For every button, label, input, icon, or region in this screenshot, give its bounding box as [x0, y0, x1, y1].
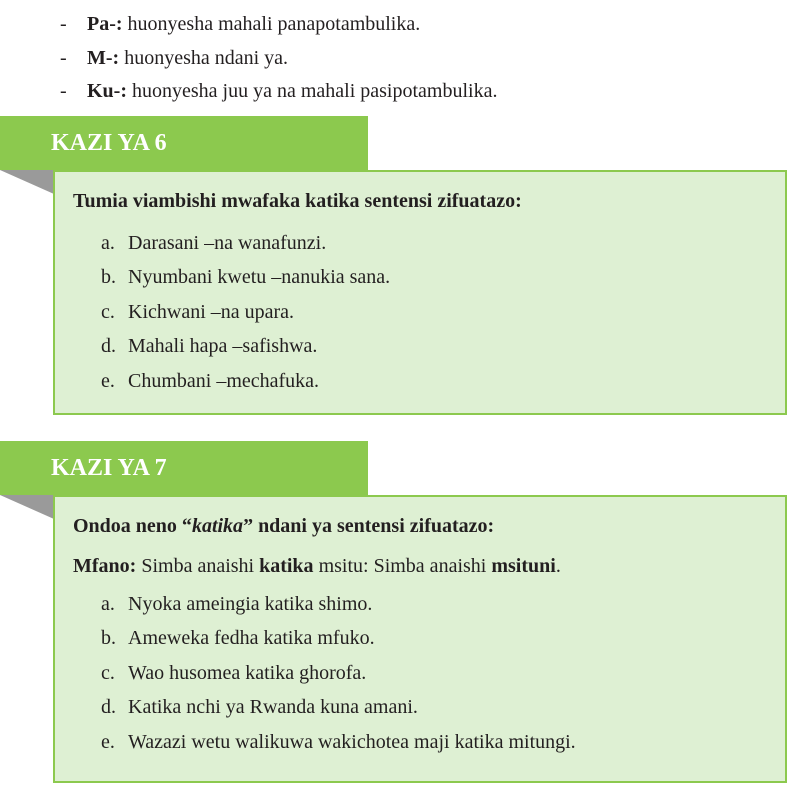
example-sentence: [55, 553, 785, 579]
example-text: .: [555, 555, 561, 577]
item-letter: b.: [101, 627, 116, 650]
example-text: Simba anaishi: [136, 555, 260, 577]
item-letter: c.: [101, 300, 115, 323]
exercise-box-7: [53, 495, 787, 783]
example-keyword: katika: [259, 555, 314, 577]
item-text: Nyumbani kwetu –nanukia sana.: [128, 266, 391, 289]
list-item: [101, 226, 785, 260]
item-letter: e.: [101, 369, 115, 392]
list-item: [101, 260, 785, 294]
item-letter: b.: [101, 266, 116, 289]
banner-fold: [0, 495, 54, 519]
prefix-term: Pa-:: [87, 13, 123, 35]
list-item: [60, 75, 497, 109]
item-text: Ameweka fedha katika mfuko.: [128, 627, 375, 650]
prefix-list: [60, 8, 497, 109]
example-answer: msituni: [491, 555, 556, 577]
item-text: Wao husomea katika ghorofa.: [128, 661, 367, 684]
instruction-text: Ondoa neno “: [73, 515, 192, 537]
list-item: [101, 690, 785, 724]
list-item: [101, 364, 785, 398]
prefix-description: huonyesha mahali panapotambulika.: [127, 13, 421, 35]
bullet-dash: -: [60, 46, 67, 69]
item-text: Mahali hapa –safishwa.: [128, 335, 318, 358]
exercise-banner-7: KAZI YA 7: [0, 441, 368, 495]
item-text: Darasani –na wanafunzi.: [128, 232, 327, 254]
list-item: [101, 587, 785, 621]
list-item: [101, 725, 785, 759]
list-item: [101, 329, 785, 363]
instruction-keyword: katika: [191, 515, 244, 537]
prefix-term: M-:: [87, 46, 120, 69]
list-item: [101, 295, 785, 329]
prefix-description: huonyesha ndani ya.: [124, 46, 289, 69]
exercise-banner-6: KAZI YA 6: [0, 116, 368, 170]
item-letter: d.: [101, 335, 116, 358]
exercise-items: [55, 226, 785, 398]
bullet-dash: -: [60, 80, 67, 102]
item-letter: c.: [101, 661, 115, 684]
item-text: Nyoka ameingia katika shimo.: [128, 593, 373, 615]
prefix-term: Ku-:: [87, 80, 127, 102]
list-item: [101, 621, 785, 655]
item-letter: a.: [101, 232, 115, 254]
item-letter: e.: [101, 730, 115, 753]
item-text: Kichwani –na upara.: [128, 300, 295, 323]
list-item: [60, 42, 497, 76]
bullet-dash: -: [60, 13, 67, 35]
list-item: [60, 8, 497, 42]
exercise-instruction: Tumia viambishi mwafaka katika sentensi zifuatazo:: [73, 190, 522, 212]
exercise-items: [55, 587, 785, 759]
list-item: [101, 656, 785, 690]
item-text: Chumbani –mechafuka.: [128, 369, 320, 392]
item-text: Wazazi wetu walikuwa wakichotea maji katika mitungi.: [128, 730, 576, 753]
item-letter: a.: [101, 593, 115, 615]
exercise-instruction: [55, 513, 785, 539]
exercise-box-6: [53, 170, 787, 415]
item-text: Katika nchi ya Rwanda kuna amani.: [128, 696, 418, 719]
example-text: msitu: Simba anaishi: [313, 555, 492, 577]
prefix-description: huonyesha juu ya na mahali pasipotambulika.: [132, 80, 498, 102]
item-letter: d.: [101, 696, 116, 719]
banner-fold: [0, 170, 54, 194]
instruction-text: ” ndani ya sentensi zifuatazo:: [243, 515, 495, 537]
example-label: Mfano:: [73, 555, 137, 577]
